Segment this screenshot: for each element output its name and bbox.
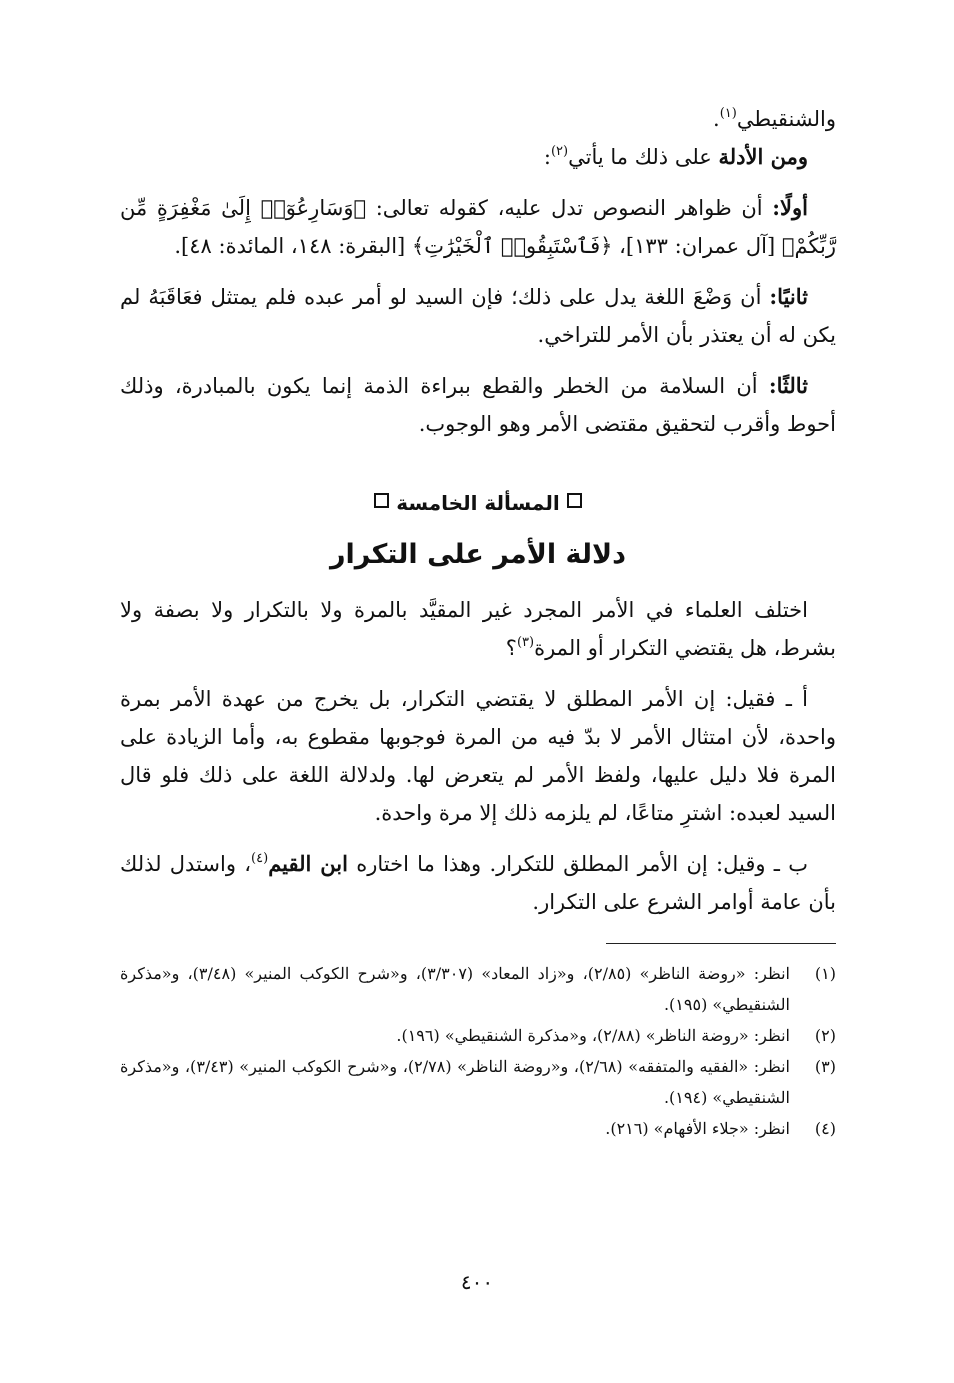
footnote-3 <box>120 1051 836 1113</box>
footnote-ref-4[interactable]: (٤) <box>251 851 269 866</box>
footnote-number: (١) <box>814 964 836 983</box>
text-run: اختلف العلماء في الأمر المجرد غير المقيَّد بالمرة ولا بالتكرار ولا بصفة ولا بشرط، هل يقتضي التكرار أو المرة <box>120 598 836 660</box>
footnote-2 <box>120 1020 836 1051</box>
paragraph-second-evidence <box>120 278 836 354</box>
footnote-text: انظر: «الفقيه والمتفقه» (٢/٦٨)، و«روضة الناظر» (٢/٧٨)، و«شرح الكوكب المنير» (٣/٤٣)، و«مذكرة الشنقيطي» (١٩٤). <box>120 1057 791 1107</box>
text-run: ، واستدل لذلك بأن عامة أوامر الشرع على التكرار. <box>120 852 836 914</box>
footnote-4 <box>120 1113 836 1144</box>
bold-term: أولًا: <box>772 195 808 220</box>
paragraph-continuation <box>120 100 836 138</box>
text-run: . <box>713 107 720 131</box>
footnote-divider <box>606 943 836 944</box>
footnote-ref-2[interactable]: (٢) <box>550 144 569 159</box>
section-label <box>120 491 836 525</box>
bold-term: ثانيًا: <box>769 284 808 309</box>
footnote-1 <box>120 958 836 1020</box>
square-ornament-icon <box>374 493 389 508</box>
paragraph-opinion-b <box>120 845 836 921</box>
footnote-text: انظر: «روضة الناظر» (٢/٨٥)، و«زاد المعاد» (٣/٣٠٧)، و«شرح الكوكب المنير» (٣/٤٨)، و«مذكرة الشنقيطي» (١٩٥). <box>120 964 790 1014</box>
footnote-ref-1[interactable]: (١) <box>719 106 737 121</box>
text-run: : <box>543 145 551 169</box>
section-label-text: المسألة الخامسة <box>396 491 560 515</box>
text-run: أن السلامة من الخطر والقطع ببراءة الذمة إنما يكون بالمبادرة، وذلك أحوط وأقرب لتحقيق مقتضى الأمر وهو الوجوب. <box>120 374 836 436</box>
text-run: والشنقيطي <box>736 107 836 131</box>
text-run: ؟ <box>505 636 517 660</box>
text-run: أن وَضْعَ اللغة يدل على ذلك؛ فإن السيد لو أمر عبده فلم يمتثل فعَاقَبَهُ لم يكن له أن يعتذر بأن الأمر للتراخي. <box>120 285 836 347</box>
page-number: ٤٠٠ <box>460 1270 494 1294</box>
footnote-number: (٣) <box>814 1057 836 1076</box>
bold-term: ثالثًا: <box>768 373 808 398</box>
bold-term: ابن القيم <box>268 851 348 876</box>
text-run: على ذلك ما يأتي <box>568 145 719 169</box>
section-title: دلالة الأمر على التكرار <box>329 539 627 570</box>
bold-term: ومن الأدلة <box>718 144 808 169</box>
footnote-text: انظر: «جلاء الأفهام» (٢١٦). <box>605 1119 790 1138</box>
footnote-text: انظر: «روضة الناظر» (٢/٨٨)، و«مذكرة الشنقيطي» (١٩٦). <box>396 1026 790 1045</box>
footnote-number: (٢) <box>814 1026 836 1045</box>
paragraph-opinion-a: أ ـ فقيل: إن الأمر المطلق لا يقتضي التكرار، بل يخرج من عهدة الأمر بمرة واحدة، لأن امتثال الأمر لا بدّ فيه من المرة فوجوبها مقطوع به، وأما الزيادة على المرة فلا دليل عليها، ولفظ الأمر لم يتعرض لها. ولدلالة اللغة على ذلك فلو قال السيد لعبده: اشترِ متاعًا، لم يلزمه ذلك إلا مرة واحدة. <box>120 687 836 825</box>
paragraph-third-evidence <box>120 367 836 443</box>
footnote-number: (٤) <box>814 1119 836 1138</box>
paragraph-first-evidence <box>120 189 836 265</box>
square-ornament-icon <box>567 493 582 508</box>
paragraph-evidence-intro <box>120 138 836 176</box>
text-run: أن ظواهر النصوص تدل عليه، كقوله تعالى: ﴿وَسَارِعُوٓا۟ إِلَىٰ مَغْفِرَةٍ مِّن رَّبِّكُمْ﴾ [آل عمران: ١٣٣]، ﴿فَٱسْتَبِقُوا۟ ٱلْخَيْرَٰتِ﴾ [البقرة: ١٤٨، المائدة: ٤٨]. <box>120 196 836 258</box>
paragraph-intro <box>120 591 836 667</box>
footnote-ref-3[interactable]: (٣) <box>516 635 535 650</box>
text-run: ب ـ وقيل: إن الأمر المطلق للتكرار. وهذا ما اختاره <box>347 852 808 876</box>
page-content <box>120 100 836 1144</box>
footnotes <box>120 958 836 1144</box>
